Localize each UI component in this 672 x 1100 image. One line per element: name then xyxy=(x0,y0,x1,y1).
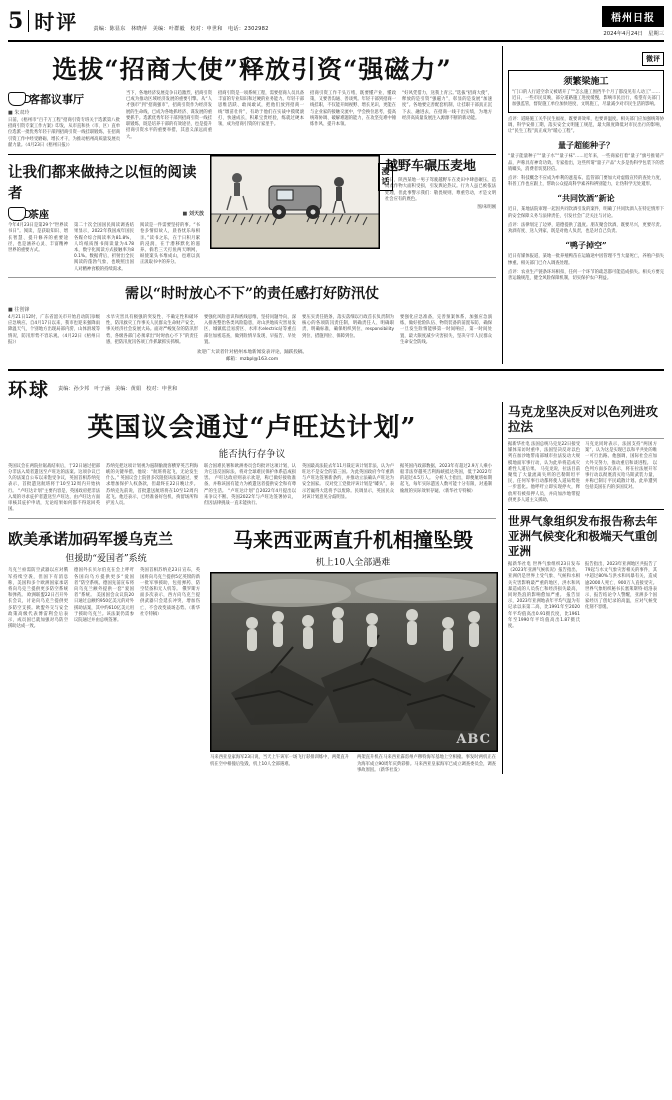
masthead-right xyxy=(602,6,664,37)
global-p8: “卢旺达计划”自2022年4月提出以来争议不断。英国2022年与卢旺达签署协议，但因法律挑战一直未能执行。 xyxy=(204,488,296,506)
global-section-credits: 责编：孙少邦 叶子涵 美编：黄娟 校对：申世和 xyxy=(58,385,178,392)
global-subhead: 能否执行存争议 xyxy=(218,448,286,460)
wmo-p1: 据新华社电 世界气象组织23日发布《2023年亚洲气候状况》报告指出，亚洲仍是世界上受气象、气候和水相关灾害影响最严重的地区，洪水和风暴造成的人员伤亡和经济损失最高，同时热浪的影响愈加严重。 xyxy=(508,561,580,598)
global-col-2 xyxy=(106,464,198,514)
divider-2 xyxy=(8,277,496,278)
global-col-4 xyxy=(302,464,394,514)
cartoon-caption: 近日，陕西某地一男子驾驶越野车在麦田中肆意碾压，造成农作物大面积受损，引发舆论热议。行为人虽已被依法处理，但此事警示我们：敬畏规则、尊重劳动，才是文明社会应有的底色。 xyxy=(385,178,496,202)
lead-col-2: 当下，各地经济发展竞争日趋激烈，招商引资已成为推动区域经济发展的重要引擎。从“人才强市”到“招商强市”，招商引资作为经济发展的生命线，已成为各地抓经济、谋发展的重要抓手。选派优秀年轻干部到招商引资一线挂职锻炼，既是培养干部的有效途径，也是提升招商引资水平的重要举措，其意义深远而重大。 xyxy=(126,91,212,140)
global-section-header xyxy=(8,369,664,402)
article3-col-4: 要压实责任链条，落实落细以行政首长负责制为核心的各项防汛责任制，明确责任人、明确职责、明确标准，确保组织到位、responsibility到位、措施到位、保障到位。 xyxy=(302,314,394,339)
micro-item-0-title: 须繁梁施工 xyxy=(563,77,609,87)
bl-p2: 欧洲联盟22日召开外长会议，讨论向乌克兰提供更多防空支援。欧盟外交与安全政策高级代表博雷利会后表示，成员国已就加强对乌防空援助达成一致。 xyxy=(8,593,69,630)
micro-item-4-title: “共同饮酒”新论 xyxy=(557,193,615,204)
bl-p1: 乌克兰亟需防空武器以应对俄军持续空袭，但国下有消息称，美国和多个欧洲国家承诺将向乌克兰提供更多防空系统和弹药。 xyxy=(8,568,68,599)
feedback-email[interactable]: 邮箱：mzbpl@163.com xyxy=(225,357,279,363)
article3-byline: ■ 往创锋 xyxy=(8,306,30,313)
cartoon-title: 越野车碾压麦地 xyxy=(385,159,477,175)
wmo-col-1 xyxy=(508,562,580,630)
lead-col-4: 招商引资工作千头万绪，既要懂产业、懂政策，又要善沟通、善谈判。年轻干部到招商一线挂职，不仅能开阔视野、增长见识，更能在与企业家的接触交流中，学会换位思考，提高统筹协调、破解难题的能力，在攻坚克难中锤炼作风、提升本领。 xyxy=(310,91,396,128)
micro-item-2-title: 量子超能种子？ xyxy=(558,140,614,151)
article2-col-1: 今年4月23日是第29个“世界读书日”。阅读，是获取知识、增长智慧、提升修养的重要途径，也是涵养心灵、丰富精神世界的重要方式。 xyxy=(8,223,68,253)
lead-col-3: 招商引资是一项系统工程，需要招商人员具备丰富的专业知识和过硬的业务能力。年轻干部思维活跃、敢闯敢试，把他们放到招商一线“墩苗壮骨”，有助于他们在实战中摸爬滚打、快速成长，积累宝贵经验，练就过硬本领，成为招商引资的行家里手。 xyxy=(218,91,304,128)
cartoon-illustration xyxy=(211,156,379,248)
page-number: 5 xyxy=(8,7,24,34)
masthead-left xyxy=(8,6,269,35)
global-p2: “卢旺达计划”主要内容是，英国政府把非法入境的寻求庇护者遣送至卢旺达，由卢旺达方面审核其庇护申请，无论结果如何都不得返回英国。 xyxy=(8,488,101,513)
article2-byline: ■ 刘天放 xyxy=(182,211,204,218)
article2 xyxy=(8,155,204,273)
wmo-p3: 报告指出，2023年亚洲地区共报告了79起与水文气象灾害相关的事件，其中超过80%与洪水和风暴有关，造成逾2000人死亡、900万人直接受灾。 xyxy=(585,561,657,586)
micro-item-4-body: 近日，某地法院审理一起因共同饮酒引发的案件，明确了共同饮酒人在特定情形下的安全保障义务与法律责任，引发社会广泛关注与讨论。 xyxy=(508,207,664,219)
global-col-1 xyxy=(8,464,100,514)
second-block xyxy=(8,155,496,273)
global-headline: 英国议会通过“卢旺达计划” xyxy=(87,412,417,443)
kedu-label: 客都议事厅 xyxy=(29,93,84,106)
lead-brand-block xyxy=(8,91,120,149)
feedback-block xyxy=(8,349,496,364)
divider-5 xyxy=(508,509,664,510)
lead-byline: ■ 朱双玲 xyxy=(8,110,30,116)
publication-date: 2024年4月24日 星期三 xyxy=(603,31,664,37)
micro-item-5-title: 点评：法律划定了边界，道德提供了温度。朋友聚会饮酒，既要尽兴，更要尽责。劝酒有度、送人到家，既是对他人负责，也是对自己负责。 xyxy=(508,222,664,235)
crash-photo-illustration xyxy=(211,573,497,751)
macron-headline: 马克龙坚决反对以色列进攻拉法 xyxy=(508,403,659,435)
bl-col-3 xyxy=(140,568,200,630)
photo-watermark: ABC xyxy=(456,732,491,748)
masthead-credits: 责编：陈显东 林晓萍 美编：叶群毅 校对：申世和 电话：2302982 xyxy=(93,26,269,32)
teacup-icon xyxy=(8,92,26,106)
cartoon-image xyxy=(210,155,380,249)
micro-item-1-title: 点评：道路施工关乎民生福祉，既要讲效率，也要讲温度。相关部门应加强统筹协调，科学安排工期，落实安全文明施工规范，最大限度降低对市民出行的影响，让“民生工程”真正成为“暖心工程”。 xyxy=(508,116,664,135)
micro-comment-column xyxy=(502,46,664,364)
article3-col-3: 要强化风险意识和底线思维，坚持问题导向，深入排查整治各类风险隐患，对山洪地质灾害易发区、城镇低洼易涝区、水库水electric站等重点部位加密巡查，做到险情早发现、早报告、早处置。 xyxy=(204,314,296,345)
article3 xyxy=(8,283,496,346)
kedu-logo xyxy=(8,91,120,107)
global-col-3 xyxy=(204,464,296,514)
wmo-col-2 xyxy=(585,562,657,630)
macron-p2: 马克龙说，拉法目前聚集了大量流离失所的巴勒斯坦平民，任何军事行动都将使人道局势进一步恶化。他呼吁立即实现停火，释放所有被扣押人员，并向加沙地带提供更多人道主义援助。 xyxy=(508,466,580,503)
bl-p4: 美国国会众议院20日通过总额约950亿美元的对外援助法案，其中约610亿美元用于援助乌克兰。该法案仍需参议院通过并由总统签署。 xyxy=(74,593,134,624)
wmo-p4: 世界气象组织秘书长塞莱斯特·绍洛表示，报告结论令人警醒，亚洲多个国家经历了创纪录的高温，应对气候变化刻不容缓。 xyxy=(585,586,657,611)
micro-comment-badge: 微评 xyxy=(642,52,664,66)
masthead xyxy=(8,6,664,42)
crash-photo xyxy=(210,572,498,752)
global-side-column xyxy=(502,402,664,774)
global-p1: 英国议会在两院拉锯战结束后，于22日通过把部分非法入境者遣送至卢旺达的法案。这项争议已久的法案自公布以来饱受争议，英国首相苏纳克表示，首批遣送航班将于10至12周内开始执行。 xyxy=(8,463,100,494)
macron-col-1 xyxy=(508,442,580,504)
global-p11: 据英国内政部数据，2023年有超过2.9万人乘小船非法穿越英吉利海峡抵达英国，低于2022年的超过4.5万人。 xyxy=(400,463,492,482)
photo-headline: 马来西亚两直升机相撞坠毁 xyxy=(233,528,473,553)
article3-col-1: 4月21日12时，广东省韶关市开始启动防汛Ⅰ级应急响应。自4月17日以来，我市也迎来强降雨降温天气，个别地方出现局部内涝、山体滑坡等情况，防汛形势不容乐观。（4月22日《梧州日报》） xyxy=(8,314,100,345)
global-p7: 卢旺达政府则表示欢迎，称已做好接收准备，并称该国有能力为被遣送者提供安全和有尊严的生活。 xyxy=(204,476,296,494)
article3-headline: 需以“时时放心不下”的责任感打好防汛仗 xyxy=(124,285,380,302)
newspaper-nameplate: 梧州日报 xyxy=(602,6,664,27)
macron-p4: 以色列方面多次表示，将在拉法展开军事行动以彻底消灭哈马斯武装力量，并称已制订平民疏散计划。此举遭到包括美国在内的多国反对。 xyxy=(585,460,657,491)
opinion-main xyxy=(8,46,496,364)
global-main xyxy=(8,402,496,774)
micro-item-7-title: 点评：农业生产链条环环相扣，任何一个环节的疏忽都可能造成损失。相关方要完善运输规范，健全风险保障机制，切实保护农户利益。 xyxy=(508,269,664,281)
micro-item-6-title: “鸭子掉空” xyxy=(565,240,607,251)
bl-p3: 德国外长贝尔伯克在会上呼吁各国向乌方提供更多“爱国者”防空系统。德国先前宣布将向乌克兰额外提供一套“爱国者”系统。 xyxy=(74,568,134,599)
cartoon-block xyxy=(210,155,496,273)
section-name: 时评 xyxy=(34,10,79,34)
photo-caption-right: 两架直升机在马来西亚霹雳州卢穆特海军基地上空相撞。事发时两机正在为海军成立90周年庆典彩排。马来西亚皇家海军已成立调查委员会，调查事故原因。（新华社发） xyxy=(357,755,496,773)
global-p4: 英国议会上院曾多次阻挠该法案通过，要求增加保护人权条款，但最终在22日晚让步。 xyxy=(106,476,199,488)
global-p5: 苏纳克先前说，首批遣送航班将在10至12周内起飞。他还表示，已经准备好包机、拘留场所和护送人员。 xyxy=(106,488,198,506)
bl-col-2 xyxy=(74,568,134,630)
manhua-badge: 漫话 xyxy=(378,163,393,191)
lead-col-5: “好风凭借力，送我上青云。”选拔“招商大使”，释放的是引资“强磁力”，彰显的是发展“加速度”。各地要完善配套机制，让挂职干部真正沉下去、融进去，在招商一线干出实绩，为地方经济高质量发展注入源源不断的新动能。 xyxy=(402,91,492,121)
micro-item-0 xyxy=(508,70,664,113)
micro-item-6-body: 近日有媒体报道，某地一批养殖鸭苗在运输途中因管理不当大量死亡，养殖户损失惨重。相关部门已介入调查处理。 xyxy=(508,254,664,266)
chaza-label: 茶座 xyxy=(29,210,49,222)
lead-col-1: 日前，《梧州市“百千万工程”招商引资专班关于选派第八批招商引资专案工作方案》印发，从市直和县（市、区）直单位选派一批优秀年轻干部到招商引资一线挂职锻炼，在招商引资工作中经受磨砺、增长才干，为推动梧州高质量发展贡献力量。（4月23日《梧州日报》） xyxy=(8,118,120,148)
micro-item-0-body: “门口的人行道空余又被堵开了”“怎么施工围挡半个月了都没见有人动工”……近日，一些市民反映，部分道路施工进度缓慢，影响市民出行，希望有关部门加强监管，督促施工单位加快进度、文明施工，尽量减少对市民生活的影响。 xyxy=(512,90,660,108)
opinion-section xyxy=(8,46,664,364)
lead-headline: 选拔“招商大使”释放引资“强磁力” xyxy=(52,55,452,84)
article3-col-2: 水旱灾害具有极强的突发性、不确定性和破坏性，防汛救灾工作事关人民群众生命财产安全，事关经济社会发展大局。面对严峻复杂的防汛形势，各级各部门必须拿出“时时放心不下”的责任感，把防汛度汛各项工作抓紧抓实抓细。 xyxy=(106,314,198,345)
photo-caption-left: 马来西亚皇家海军23日说，当天上午该军一场飞行彩排训练中，两架直升机在空中相撞后坠毁，机上10人全部遇难。 xyxy=(210,755,349,767)
masthead-divider xyxy=(28,10,29,32)
article2-col-2: 第二十次全国国民阅读调查结果显示，2022年我国成年国民各媒介综合阅读率为81.8%，人均纸质图书阅读量为4.78本，数字化阅读方式接触率为80.1%。数据背后，折射出全民阅读的蓬勃气象，也映照出国人对精神食粮的持续渴求。 xyxy=(74,223,134,272)
cartoon-credit: 图/朱明刚 xyxy=(477,204,496,210)
global-section-title: 环球 xyxy=(8,378,51,401)
bl-p5: 英国首相苏纳克23日宣布，英国将向乌克兰提供5亿英镑的新一批军事援助，包括弹药、防空装备和无人机等。 xyxy=(140,568,200,593)
global-p3: 苏纳克把这项计划视为遏制偷渡客横穿英吉利海峡的关键举措，他说：“航班将起飞，无论发生什么。” xyxy=(106,463,198,482)
bottom-left-subhead: 但援助“爱国者”系统 xyxy=(65,554,147,565)
bottom-photo-article xyxy=(210,522,496,774)
global-p6: 联合国难民署和欧洲委员会均批评这项计划，认为它违反国际法，将对全球难民保护体系造成损害。 xyxy=(204,463,296,482)
macron-p1: 据新华社电 法国总统马克龙22日接受媒体采访时重申，法国坚决反对以色列在加沙地带南部城市拉法发动大规模地面军事行动，认为此举将造成灾难性人道后果。 xyxy=(508,441,580,472)
chaza-logo xyxy=(8,206,204,221)
micro-item-3-title: 点评：科技概念不应成为牟利的遮羞布。监管部门要加大对虚假宣传的查处力度，科普工作也应跟上，帮助公众提高科学素养和辨别能力，让伪科学无处遁形。 xyxy=(508,175,664,188)
article2-headline: 让我们都来做持之以恒的阅读者 xyxy=(8,164,197,203)
global-p10: 反对党工党批评该计划是“噱头”，表示若赢得大选将予以废除。民调显示，英国民众对该计划意见分歧明显。 xyxy=(302,482,395,500)
global-col-5 xyxy=(400,464,492,514)
macron-col-2 xyxy=(585,442,657,504)
global-p9: 英国最高法院去年11月裁定该计划非法，认为卢旺达不是安全的第三国。为此英国政府今年重新与卢旺达签署新条约，并推动立法确认卢旺达为安全国家。 xyxy=(302,463,394,488)
divider-3 xyxy=(8,518,496,519)
bottom-left-headline: 欧美承诺加码军援乌克兰 xyxy=(8,530,174,549)
macron-p3: 马克龙同时表示，法国支持“两国方案”，认为这是实现巴以和平共处的唯一可行出路。他强调，国际社会应加大外交努力，推动重启和谈进程。 xyxy=(585,441,657,466)
micro-item-2-body: “量子能量种子”“量子水”“量子袜”……近年来，一些商家打着“量子”旗号推销产品，声称具有神奇功效。专家指出，这些所谓“量子产品”大多是伪科学包装下的营销噱头，消费者切莫轻信。 xyxy=(508,154,664,172)
article2-col-3: 阅读是一件需要坚持的事。“书卷多情似故人，晨昏忧乐每相亲。”读书之乐，在于日积月累的浸润，在于潜移默化的滋养。倘若三天打鱼两天晒网，纵使案头书堆成山，也难以真正汲取书中的养分。 xyxy=(140,223,200,266)
global-section xyxy=(8,402,664,774)
teacup-icon-2 xyxy=(8,207,26,221)
bl-col-1 xyxy=(8,568,68,630)
bl-p6: 俄罗斯方面多次表示，西方向乌克兰提供武器只会延长冲突、增加伤亡，不会改变战场态势。（新华社专特稿） xyxy=(140,587,201,617)
wmo-headline: 世界气象组织发布报告称去年亚洲气候变化和极端天气重创亚洲 xyxy=(508,514,658,558)
wmo-p2: 报告显示，2023年亚洲地表年平均气温为有记录以来第二高，比1991年至2020年平均值高出0.91摄氏度，比1961年至1990年平均值高出1.87摄氏度。 xyxy=(508,592,580,630)
photo-subhead: 机上10人全部遇难 xyxy=(315,558,391,569)
global-p12: 分析人士指出，即便航班如期起飞，每年实际遣送人数可能十分有限，对遏制偷渡的实际效果存疑。（新华社专特稿） xyxy=(400,476,493,494)
article3-col-5: 要强化应急准备，完善预案体系，加强应急演练，做好抢险队伍、物资装备的前置布防，确保一旦发生险情能够第一时间响应、第一时间处置，最大限度减少灾害损失，坚决守牢人民群众生命安全防线。 xyxy=(400,314,492,345)
divider-4 xyxy=(508,438,664,439)
feedback-line-1: 欢迎广大读者针对梧州本地新闻发表评论，踊跃投稿。 xyxy=(196,349,308,355)
bottom-left-article xyxy=(8,522,204,774)
